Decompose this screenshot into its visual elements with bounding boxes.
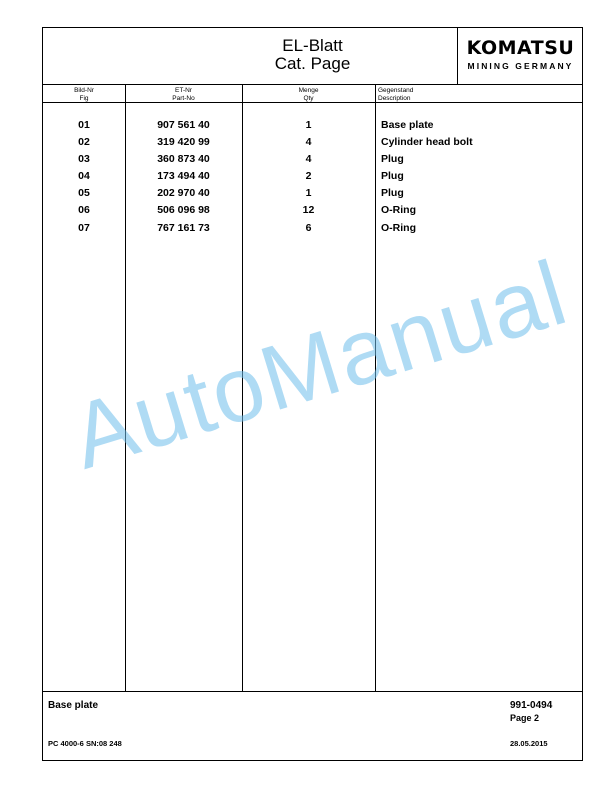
part-cell: 767 161 73 <box>157 221 210 234</box>
footer-description: Base plate <box>48 700 99 711</box>
part-cell: 506 096 98 <box>157 204 210 217</box>
desc-header-de: Gegenstand <box>378 87 414 94</box>
fig-header-en: Fig <box>79 94 89 102</box>
table-row <box>43 204 582 221</box>
title-line-2: Cat. Page <box>274 54 351 73</box>
qty-header-en: Qty <box>303 94 314 102</box>
qty-cell: 4 <box>305 153 312 166</box>
watermark: AutoManual <box>60 241 579 489</box>
table-body <box>43 119 582 239</box>
desc-cell: Cylinder head bolt <box>381 136 473 149</box>
page-header <box>43 28 582 85</box>
part-header-de: ET-Nr <box>175 87 192 94</box>
table-row <box>43 222 582 239</box>
document-date: 28.05.2015 <box>510 739 548 748</box>
desc-cell: O-Ring <box>381 221 416 234</box>
table-row <box>43 119 582 136</box>
qty-cell: 6 <box>305 221 312 234</box>
fig-cell: 03 <box>78 153 90 166</box>
table-row <box>43 187 582 204</box>
document-number: 991-0494 <box>510 700 553 711</box>
table-row <box>43 153 582 170</box>
part-header-en: Part-No <box>172 94 195 102</box>
fig-cell: 01 <box>78 119 90 131</box>
desc-header-en: Description <box>378 94 411 102</box>
desc-cell: Base plate <box>381 119 434 131</box>
table-row <box>43 136 582 153</box>
header-divider <box>43 102 582 103</box>
page-footer <box>43 691 582 761</box>
column-header-part <box>125 87 242 102</box>
qty-cell: 4 <box>305 136 312 149</box>
fig-cell: 06 <box>78 204 90 217</box>
qty-cell: 1 <box>305 119 312 131</box>
fig-cell: 05 <box>78 187 90 200</box>
komatsu-logo <box>457 28 583 84</box>
part-cell: 173 494 40 <box>157 170 210 183</box>
table-row <box>43 170 582 187</box>
fig-header-de: Bild-Nr <box>74 87 94 94</box>
desc-cell: Plug <box>381 170 404 183</box>
machine-model: PC 4000-6 SN:08 248 <box>48 739 122 748</box>
part-cell: 319 420 99 <box>157 136 210 149</box>
desc-cell: Plug <box>381 187 404 200</box>
qty-cell: 1 <box>305 187 312 200</box>
title-line-1: EL-Blatt <box>282 36 343 55</box>
logo-main-text: KOMATSU <box>466 37 575 59</box>
fig-cell: 04 <box>78 170 90 183</box>
qty-cell: 2 <box>305 170 312 183</box>
logo-sub-text: MINING GERMANY <box>467 61 574 71</box>
fig-cell: 02 <box>78 136 90 149</box>
part-cell: 202 970 40 <box>157 187 210 200</box>
fig-cell: 07 <box>78 221 90 234</box>
page-number: Page 2 <box>510 713 540 723</box>
desc-cell: Plug <box>381 153 404 166</box>
column-header-qty <box>242 87 375 102</box>
qty-cell: 12 <box>302 204 315 217</box>
desc-cell: O-Ring <box>381 204 416 217</box>
part-cell: 360 873 40 <box>157 153 210 166</box>
qty-header-de: Menge <box>298 87 319 94</box>
column-header-desc <box>378 87 413 102</box>
part-cell: 907 561 40 <box>157 119 210 131</box>
column-header-fig <box>43 87 125 102</box>
